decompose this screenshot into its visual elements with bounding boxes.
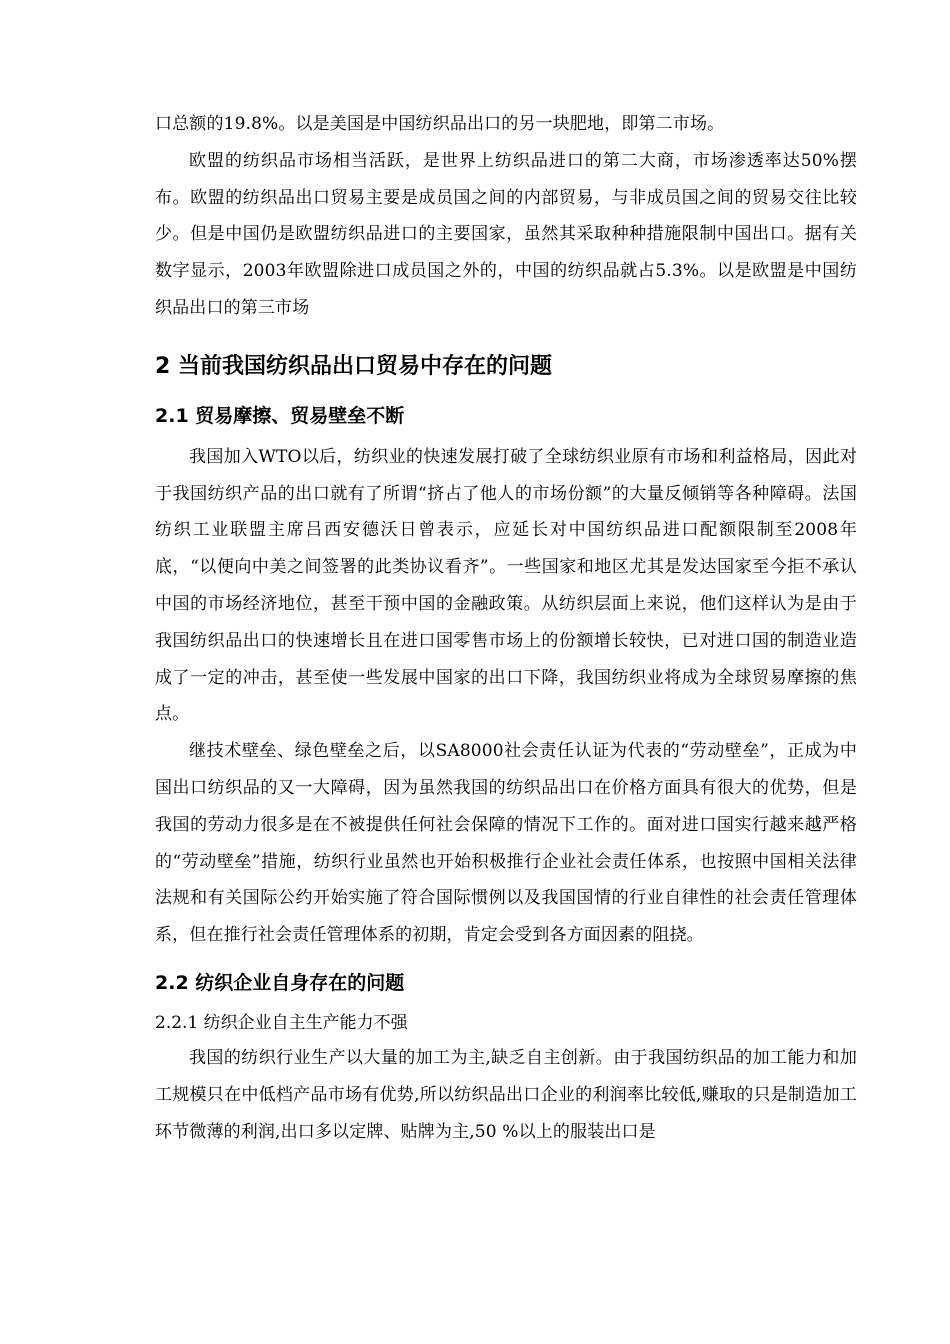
paragraph-trade-friction: 我国加入WTO以后，纺织业的快速发展打破了全球纺织业原有市场和利益格局，因此对于我国纺织产品的出口就有了所谓“挤占了他人的市场份额”的大量反倾销等各种障碍。法国纺织工业联盟主席吕西安德沃日曾表示，应延长对中国纺织品进口配额限制至2008年底，“以便向中美之间签署的此类协议看齐”。一些国家和地区尤其是发达国家至今拒不承认中国的市场经济地位，甚至干预中国的金融政策。从纺织层面上来说，他们这样认为是由于我国纺织品出口的快速增长且在进口国零售市场上的份额增长较快，已对进口国的制造业造成了一定的冲击，甚至使一些发展中国家的出口下降，我国纺织业将成为全球贸易摩擦的焦点。	[155, 446, 857, 725]
page-body	[155, 106, 857, 1150]
section-2-heading: 2 当前我国纺织品出口贸易中存在的问题	[155, 353, 552, 379]
paragraph-us-market: 口总额的19.8%。以是美国是中国纺织品出口的另一块肥地，即第二市场。	[155, 114, 725, 134]
paragraph-production-capacity: 我国的纺织行业生产以大量的加工为主,缺乏自主创新。由于我国纺织品的加工能力和加工规模只在中低档产品市场有优势,所以纺织品出口企业的利润率比较低,赚取的只是制造加工环节微薄的利润,出口多以定牌、贴牌为主,50 %以上的服装出口是	[155, 1047, 857, 1142]
paragraph-labor-barrier: 继技术壁垒、绿色壁垒之后，以SA8000社会责任认证为代表的“劳动壁垒”，正成为中国出口纺织品的又一大障碍，因为虽然我国的纺织品出口在价格方面具有很大的优势，但是我国的劳动力很多是在不被提供任何社会保障的情况下工作的。面对进口国实行越来越严格的“劳动壁垒”措施，纺织行业虽然也开始积极推行企业社会责任体系，也按照中国相关法律法规和有关国际公约开始实施了符合国际惯例以及我国国情的行业自律性的社会责任管理体系，但在推行社会责任管理体系的初期，肯定会受到各方面因素的阻挠。	[155, 741, 857, 946]
paragraph-eu-market: 欧盟的纺织品市场相当活跃，是世界上纺织品进口的第二大商，市场渗透率达50%摆布。欧盟的纺织品出口贸易主要是成员国之间的内部贸易，与非成员国之间的贸易交往比较少。但是中国仍是欧盟纺织品进口的主要国家，虽然其采取种种措施限制中国出口。据有关数字显示，2003年欧盟除进口成员国之外的，中国的纺织品就占5.3%。以是欧盟是中国纺织品出口的第三市场	[155, 150, 857, 318]
section-2-2-heading: 2.2 纺织企业自身存在的问题	[155, 971, 405, 994]
section-2-2-1-heading: 2.2.1 纺织企业自主生产能力不强	[155, 1012, 408, 1033]
section-2-1-heading: 2.1 贸易摩擦、贸易壁垒不断	[155, 404, 405, 427]
